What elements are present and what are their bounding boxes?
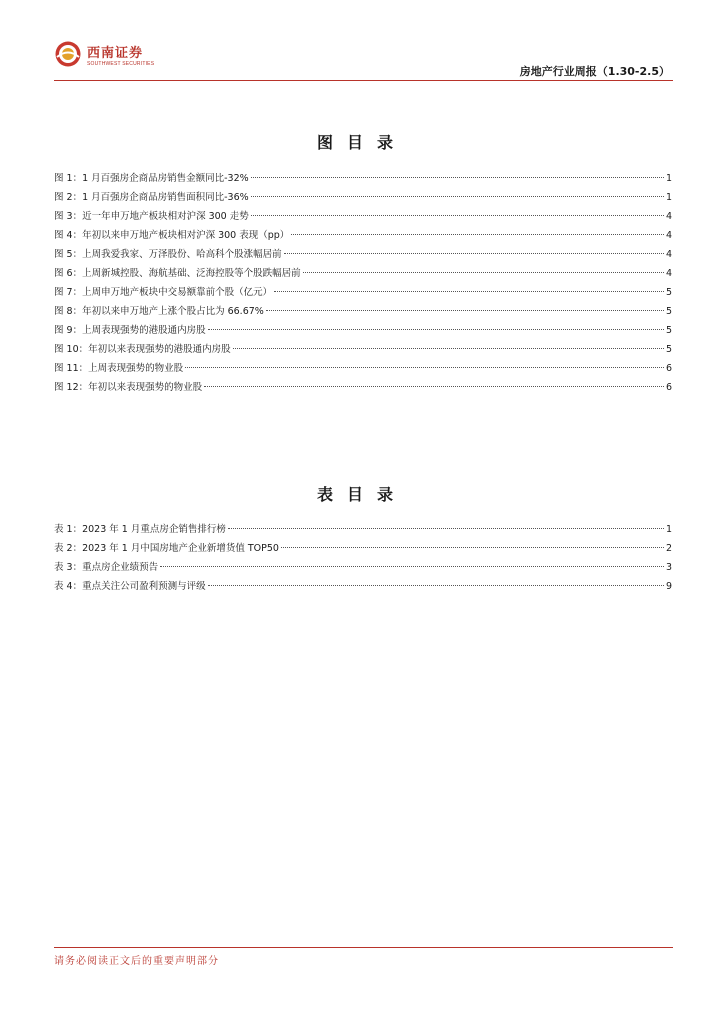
header-divider <box>54 80 673 81</box>
toc-entry-page-number[interactable]: 4 <box>665 249 672 260</box>
toc-entry[interactable] <box>54 520 672 539</box>
toc-entry-label[interactable]: 图 6：上周新城控股、海航基础、泛海控股等个股跌幅居前 <box>54 268 301 279</box>
toc-entry-label[interactable]: 表 2：2023 年 1 月中国房地产企业新增货值 TOP50 <box>54 543 279 554</box>
toc-entry[interactable] <box>54 283 672 302</box>
toc-entry-page-number[interactable]: 4 <box>665 230 672 241</box>
toc-entry-page-number[interactable]: 4 <box>665 211 672 222</box>
toc-entry-page-number[interactable]: 3 <box>665 562 672 573</box>
toc-entry-page-number[interactable]: 9 <box>665 581 672 592</box>
toc-entry-page-number[interactable]: 5 <box>665 344 672 355</box>
toc-entry-label[interactable]: 图 1：1 月百强房企商品房销售金额同比-32% <box>54 173 249 184</box>
toc-entry-page-number[interactable]: 1 <box>665 192 672 203</box>
toc-entry[interactable] <box>54 539 672 558</box>
toc-dot-leader <box>284 253 664 254</box>
toc-dot-leader <box>185 367 664 368</box>
toc-dot-leader <box>274 291 664 292</box>
toc-dot-leader <box>204 386 664 387</box>
toc-entry-label[interactable]: 表 3：重点房企业绩预告 <box>54 562 159 573</box>
toc-entry-page-number[interactable]: 5 <box>665 325 672 336</box>
toc-entry-label[interactable]: 表 4：重点关注公司盈利预测与评级 <box>54 581 206 592</box>
table-index-title: 表目录 <box>316 485 407 504</box>
toc-entry-page-number[interactable]: 5 <box>665 287 672 298</box>
toc-dot-leader <box>266 310 664 311</box>
report-title: 房地产行业周报（1.30-2.5） <box>519 65 670 78</box>
toc-entry-label[interactable]: 图 12：年初以来表现强势的物业股 <box>54 382 203 393</box>
page-header <box>0 0 724 82</box>
toc-dot-leader <box>228 528 664 529</box>
toc-entry-page-number[interactable]: 1 <box>665 524 672 535</box>
toc-entry-page-number[interactable]: 6 <box>665 382 672 393</box>
toc-entry[interactable] <box>54 558 672 577</box>
footer-divider <box>54 947 673 948</box>
logo-name-en: SOUTHWEST SECURITIES <box>87 61 155 67</box>
figure-index-list <box>54 169 672 397</box>
toc-entry-page-number[interactable]: 2 <box>665 543 672 554</box>
toc-entry[interactable] <box>54 207 672 226</box>
toc-entry-label[interactable]: 图 7：上周申万地产板块中交易额靠前个股（亿元） <box>54 287 273 298</box>
toc-dot-leader <box>208 585 664 586</box>
logo-name-cn: 西南证券 <box>87 46 144 61</box>
toc-entry[interactable] <box>54 321 672 340</box>
toc-entry-page-number[interactable]: 1 <box>665 173 672 184</box>
toc-entry[interactable] <box>54 340 672 359</box>
toc-entry[interactable] <box>54 264 672 283</box>
toc-entry-label[interactable]: 图 8：年初以来申万地产上涨个股占比为 66.67% <box>54 306 264 317</box>
toc-entry-page-number[interactable]: 6 <box>665 363 672 374</box>
toc-dot-leader <box>251 196 664 197</box>
toc-dot-leader <box>281 547 664 548</box>
toc-dot-leader <box>160 566 664 567</box>
toc-entry[interactable] <box>54 226 672 245</box>
toc-entry-page-number[interactable]: 5 <box>665 306 672 317</box>
toc-entry-label[interactable]: 图 9：上周表现强势的港股通内房股 <box>54 325 206 336</box>
toc-dot-leader <box>208 329 664 330</box>
toc-dot-leader <box>233 348 664 349</box>
toc-dot-leader <box>303 272 664 273</box>
toc-entry-label[interactable]: 图 5：上周我爱我家、万泽股份、哈高科个股涨幅居前 <box>54 249 282 260</box>
table-index-list <box>54 520 672 596</box>
figure-index-title: 图目录 <box>316 133 407 152</box>
toc-entry-page-number[interactable]: 4 <box>665 268 672 279</box>
toc-entry[interactable] <box>54 378 672 397</box>
toc-dot-leader <box>251 215 664 216</box>
toc-dot-leader <box>291 234 664 235</box>
toc-entry[interactable] <box>54 188 672 207</box>
toc-entry-label[interactable]: 表 1：2023 年 1 月重点房企销售排行榜 <box>54 524 226 535</box>
toc-entry[interactable] <box>54 577 672 596</box>
toc-entry[interactable] <box>54 245 672 264</box>
footer-disclaimer: 请务必阅读正文后的重要声明部分 <box>54 956 219 967</box>
toc-entry-label[interactable]: 图 2：1 月百强房企商品房销售面积同比-36% <box>54 192 249 203</box>
logo-emblem-icon <box>54 40 82 68</box>
toc-entry-label[interactable]: 图 11：上周表现强势的物业股 <box>54 363 184 374</box>
toc-entry[interactable] <box>54 302 672 321</box>
company-logo <box>54 40 155 68</box>
toc-entry[interactable] <box>54 359 672 378</box>
toc-entry-label[interactable]: 图 4：年初以来申万地产板块相对沪深 300 表现（pp） <box>54 230 290 241</box>
toc-dot-leader <box>251 177 664 178</box>
toc-entry-label[interactable]: 图 10：年初以来表现强势的港股通内房股 <box>54 344 231 355</box>
toc-entry-label[interactable]: 图 3：近一年申万地产板块相对沪深 300 走势 <box>54 211 249 222</box>
toc-entry[interactable] <box>54 169 672 188</box>
